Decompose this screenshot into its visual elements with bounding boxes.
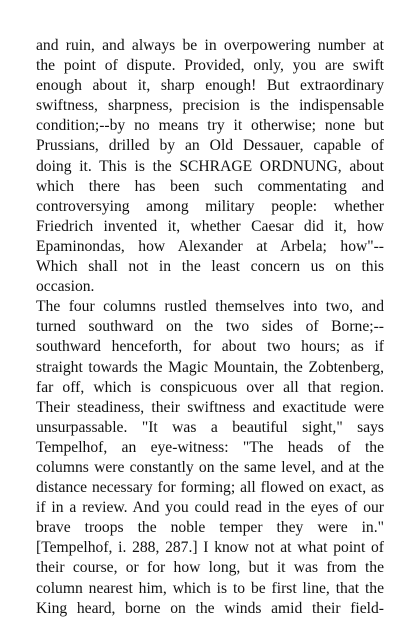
text-line: condition;--by no means try it otherwise; none but xyxy=(36,117,384,135)
text-line: Prussians, drilled by an Old Dessauer, capable of xyxy=(36,137,384,155)
text-line: Tempelhof, an eye-witness: "The heads of the xyxy=(36,438,384,456)
text-line: Which shall not in the least concern us on this xyxy=(36,258,384,276)
text-line: turned southward on the two sides of Borne;-- xyxy=(36,318,384,336)
text-line: column nearest him, which is to be first line, that the xyxy=(36,579,384,597)
text-line: and ruin, and always be in overpowering number at xyxy=(36,37,384,54)
text-line: straight towards the Magic Mountain, the Zobtenberg, xyxy=(36,358,384,376)
text-line: Epaminondas, how Alexander at Arbela; how"-- xyxy=(36,237,384,255)
text-line: columns were constantly on the same level, and at the xyxy=(36,458,384,476)
text-line: if in a review. And you could read in the eyes of our xyxy=(36,499,384,517)
body-text xyxy=(36,36,384,619)
paragraph-1 xyxy=(36,36,384,297)
text-line: swiftness, sharpness, precision is the indispensable xyxy=(36,97,384,115)
paragraph-2 xyxy=(36,297,384,619)
text-line: controversying among military people: whether xyxy=(36,197,384,215)
text-line: doing it. This is the SCHRAGE ORDNUNG, about xyxy=(36,157,384,175)
text-line: [Tempelhof, i. 288, 287.] I know not at what point of xyxy=(36,539,384,557)
text-line: far off, which is conspicuous over all that region. xyxy=(36,378,384,396)
text-line: distance necessary for forming; all flowed on exact, as xyxy=(36,479,384,497)
text-line: southward henceforth, for about two hours; as if xyxy=(36,338,384,356)
text-line: enough about it, sharp enough! But extraordinary xyxy=(36,77,384,95)
text-line: their course, or for how long, but it was from the xyxy=(36,559,384,577)
text-line: Friedrich invented it, whether Caesar did it, how xyxy=(36,217,384,235)
text-line: the point of dispute. Provided, only, you are swift xyxy=(36,57,384,75)
text-line: King heard, borne on the winds amid their field- xyxy=(36,599,384,617)
text-line: The four columns rustled themselves into two, and xyxy=(36,298,384,316)
text-line: which there has been such commentating and xyxy=(36,177,384,195)
text-line: unsurpassable. "It was a beautiful sight," says xyxy=(36,418,384,436)
text-line: brave troops the noble temper they were in." xyxy=(36,519,384,537)
text-line: occasion. xyxy=(36,278,95,296)
text-line: Their steadiness, their swiftness and exactitude were xyxy=(36,398,384,416)
